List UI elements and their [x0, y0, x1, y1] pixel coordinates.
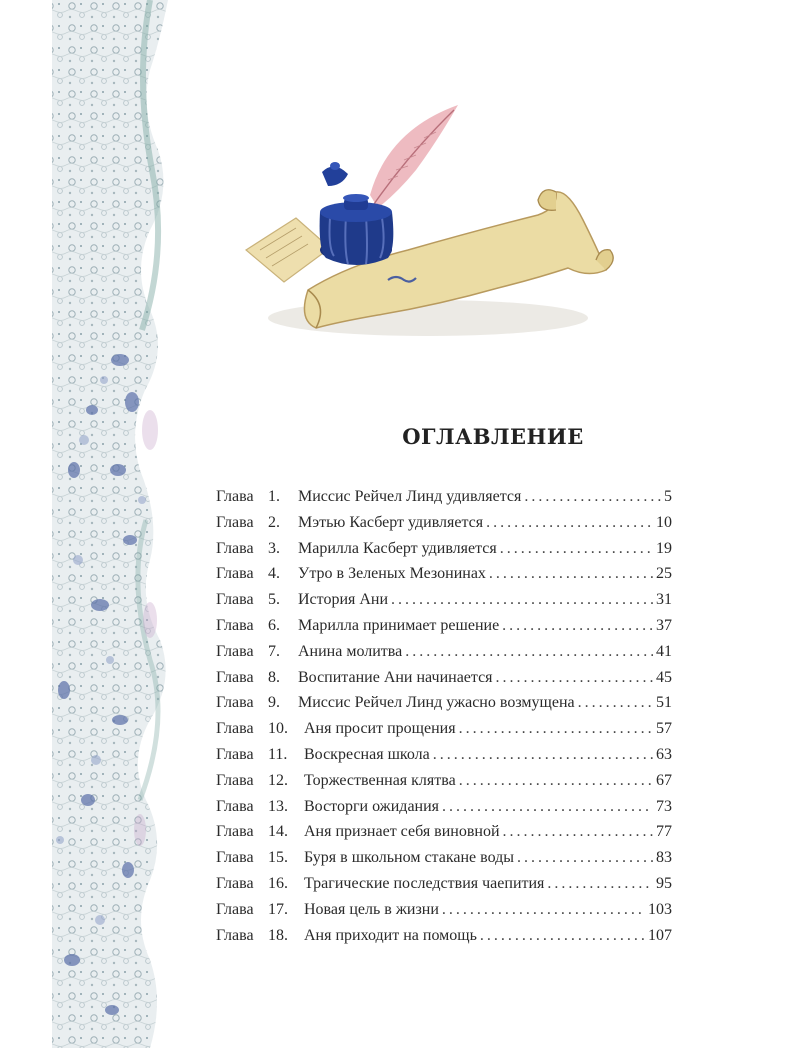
toc-entry[interactable] — [216, 690, 672, 716]
toc-entry[interactable] — [216, 510, 672, 536]
toc-entry-leader-dots — [496, 665, 653, 691]
toc-entry[interactable] — [216, 768, 672, 794]
toc-entry-page: 25 — [656, 565, 672, 583]
toc-entry-page: 77 — [656, 823, 672, 841]
toc-heading: ОГЛАВЛЕНИЕ — [402, 424, 584, 449]
toc-entry-title: Марилла Касберт удивляется — [298, 539, 497, 557]
toc-entry-page: 5 — [664, 488, 672, 505]
toc-entry-leader-dots — [578, 690, 653, 716]
toc-entry-leader-dots — [480, 923, 645, 949]
toc-entry-number: 11. — [268, 745, 288, 763]
toc-entry-leader-dots — [459, 716, 653, 742]
toc-entry-title: Утро в Зеленых Мезонинах — [298, 565, 486, 583]
toc-entry-number: 9. — [268, 694, 280, 712]
toc-entry-title: Трагические последствия чаепития — [304, 874, 545, 892]
toc-entry-page: 83 — [656, 849, 672, 867]
toc-entry-leader-dots — [500, 536, 653, 562]
toc-entry-title: Аня признает себя виновной — [304, 823, 500, 841]
toc-entry-leader-dots — [489, 561, 653, 587]
toc-entry-label: Глава — [216, 565, 254, 583]
toc-entry-leader-dots — [442, 897, 645, 923]
toc-entry-number: 10. — [268, 720, 288, 738]
toc-entry-title: Марилла принимает решение — [298, 616, 500, 634]
toc-entry-label: Глава — [216, 591, 254, 609]
toc-entry[interactable] — [216, 794, 672, 820]
toc-entry-title: Аня приходит на помощь — [304, 926, 477, 944]
toc-entry[interactable] — [216, 845, 672, 871]
toc-entry-label: Глава — [216, 616, 254, 634]
toc-entry-page: 57 — [656, 720, 672, 738]
toc-entry-number: 18. — [268, 926, 288, 944]
toc-entry-title: Миссис Рейчел Линд удивляется — [298, 488, 522, 505]
toc-entry-label: Глава — [216, 874, 254, 892]
toc-entry[interactable] — [216, 639, 672, 665]
toc-entry-label: Глава — [216, 849, 254, 867]
toc-entry[interactable] — [216, 587, 672, 613]
toc-entry-title: Торжественная клятва — [304, 771, 456, 789]
toc-entry-label: Глава — [216, 539, 254, 557]
toc-entry-page: 19 — [656, 539, 672, 557]
toc-entry-page: 107 — [648, 926, 672, 944]
toc-entry-leader-dots — [547, 871, 653, 897]
toc-entry-title: Новая цель в жизни — [304, 900, 439, 918]
inkwell-scroll-illustration — [238, 100, 618, 350]
toc-entry-label: Глава — [216, 745, 254, 763]
toc-entry-leader-dots — [524, 484, 661, 510]
toc-entry-title: Аня просит прощения — [304, 720, 456, 738]
toc-entry-label: Глава — [216, 694, 254, 712]
toc-entry-number: 2. — [268, 513, 280, 531]
toc-entry-page: 51 — [656, 694, 672, 712]
toc-entry[interactable] — [216, 819, 672, 845]
toc-entry-leader-dots — [517, 845, 653, 871]
toc-entry-number: 15. — [268, 849, 288, 867]
toc-entry-number: 6. — [268, 616, 280, 634]
toc-entry-leader-dots — [391, 587, 653, 613]
toc-entry-label: Глава — [216, 668, 254, 686]
toc-entry-page: 95 — [656, 874, 672, 892]
toc-entry-title: Мэтью Касберт удивляется — [298, 513, 484, 531]
toc-entry-page: 41 — [656, 642, 672, 660]
toc-entry-page: 67 — [656, 771, 672, 789]
toc-entry-page: 10 — [656, 513, 672, 531]
toc-entry-page: 63 — [656, 745, 672, 763]
toc-entry-label: Глава — [216, 926, 254, 944]
toc-entry-title: История Ани — [298, 591, 389, 609]
toc-entry-number: 16. — [268, 874, 288, 892]
toc-entry-page: 103 — [648, 900, 672, 918]
toc-entry-label: Глава — [216, 642, 254, 660]
toc-entry-label: Глава — [216, 797, 254, 815]
toc-entry-leader-dots — [503, 819, 653, 845]
toc-entry-number: 8. — [268, 668, 280, 686]
toc-entry-number: 7. — [268, 642, 280, 660]
toc-entry-number: 13. — [268, 797, 288, 815]
toc-entry-number: 12. — [268, 771, 288, 789]
toc-entry[interactable] — [216, 923, 672, 949]
toc-entry-number: 1. — [268, 488, 280, 505]
toc-entry[interactable] — [216, 613, 672, 639]
toc-entry-title: Восторги ожидания — [304, 797, 440, 815]
table-of-contents — [216, 484, 672, 948]
toc-entry-label: Глава — [216, 513, 254, 531]
toc-entry-leader-dots — [502, 613, 653, 639]
toc-entry[interactable] — [216, 561, 672, 587]
toc-entry-label: Глава — [216, 720, 254, 738]
toc-entry-number: 14. — [268, 823, 288, 841]
toc-entry-number: 17. — [268, 900, 288, 918]
toc-entry[interactable] — [216, 742, 672, 768]
toc-entry-number: 5. — [268, 591, 280, 609]
toc-entry[interactable] — [216, 716, 672, 742]
toc-entry[interactable] — [216, 871, 672, 897]
toc-entry-leader-dots — [433, 742, 653, 768]
toc-entry-title: Буря в школьном стакане воды — [304, 849, 514, 867]
toc-entry-leader-dots — [486, 510, 653, 536]
toc-entry-label: Глава — [216, 771, 254, 789]
toc-entry-page: 73 — [656, 797, 672, 815]
toc-entry-label: Глава — [216, 488, 254, 505]
toc-entry[interactable] — [216, 484, 672, 510]
watercolor-border-illustration — [0, 0, 200, 1048]
toc-entry-page: 45 — [656, 668, 672, 686]
toc-entry[interactable] — [216, 897, 672, 923]
toc-entry-label: Глава — [216, 823, 254, 841]
toc-entry-page: 37 — [656, 616, 672, 634]
toc-entry-title: Воспитание Ани начинается — [298, 668, 493, 686]
toc-entry-number: 3. — [268, 539, 280, 557]
toc-entry-label: Глава — [216, 900, 254, 918]
toc-entry-leader-dots — [405, 639, 653, 665]
toc-entry-page: 31 — [656, 591, 672, 609]
toc-entry[interactable] — [216, 665, 672, 691]
toc-entry-leader-dots — [442, 794, 653, 820]
toc-entry-leader-dots — [459, 768, 653, 794]
toc-entry-number: 4. — [268, 565, 280, 583]
toc-entry[interactable] — [216, 536, 672, 562]
toc-entry-title: Воскресная школа — [304, 745, 430, 763]
toc-entry-title: Анина молитва — [298, 642, 403, 660]
toc-entry-title: Миссис Рейчел Линд ужасно возмущена — [298, 694, 575, 712]
